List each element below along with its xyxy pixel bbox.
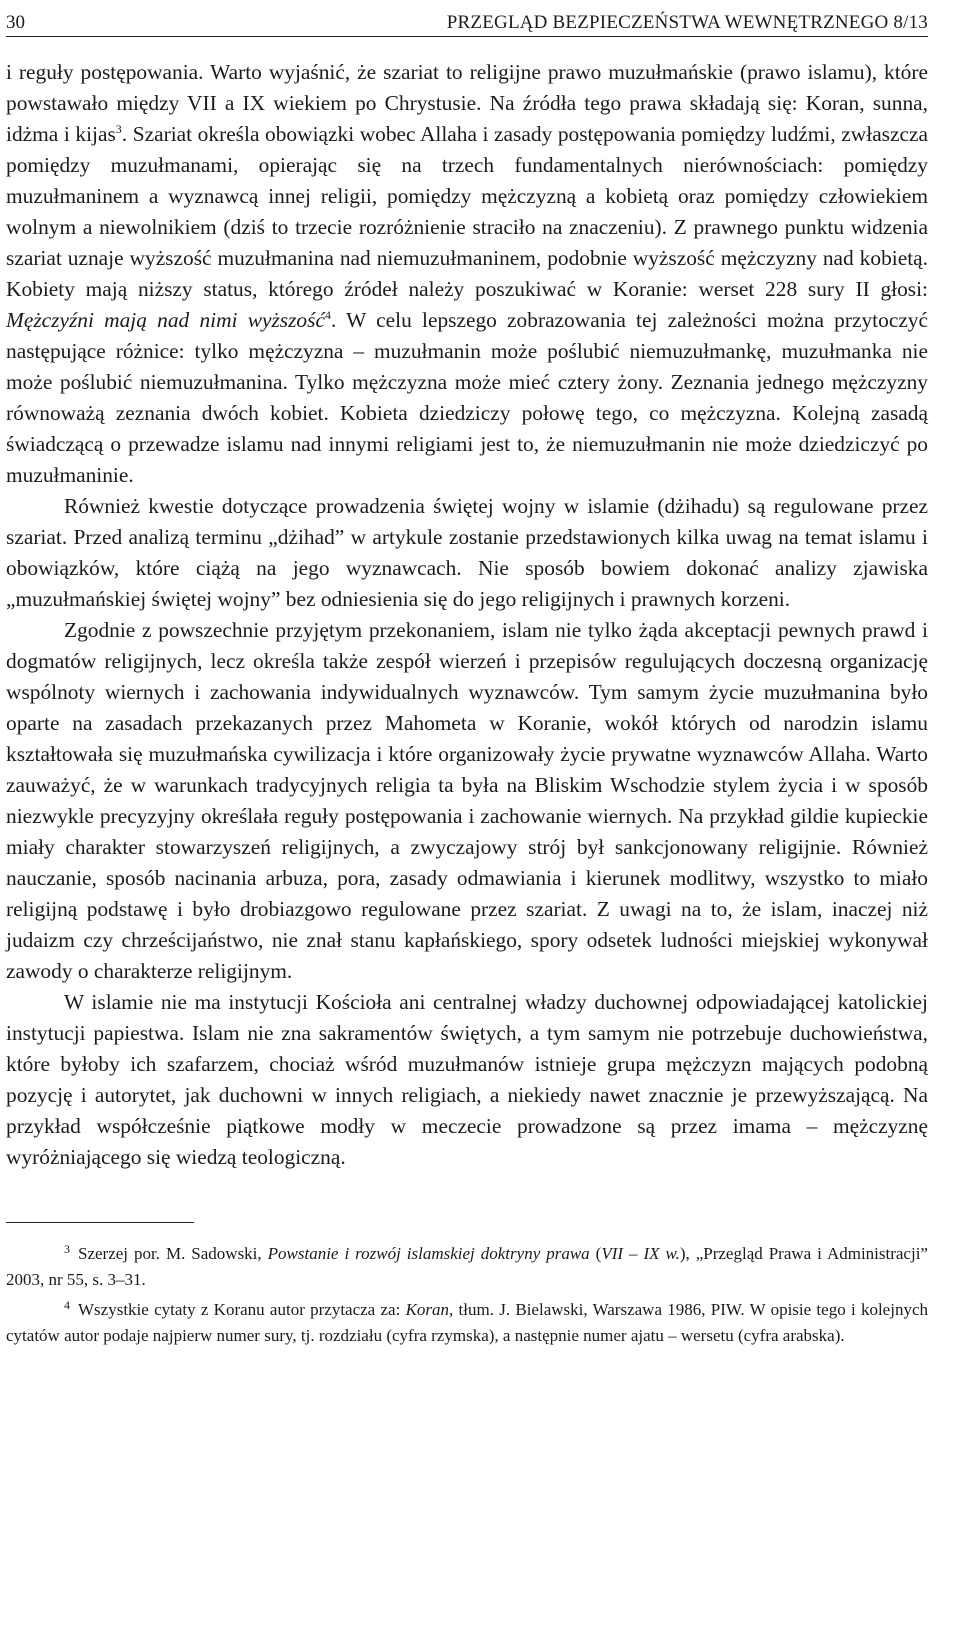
paragraph-text: i reguły postępowania. Warto wyjaśnić, że szariat to religijne prawo muzułmańskie (prawo islamu), które powstawało między VII a IX wiekiem po Chrystusie. Na źródła tego prawa składają się: Koran, sunna, idżma i kijas (6, 60, 928, 146)
footnote-title: Powstanie i rozwój islamskiej doktryny prawa (267, 1244, 590, 1263)
paragraph-2: Również kwestie dotyczące prowadzenia świętej wojny w islamie (dżihadu) są regulowane przez szariat. Przed analizą terminu „dżihad” w artykule zostanie przedstawionych kilka uwag na temat islamu i obowiązków, które ciążą na jego wyznawcach. Nie sposób bowiem dokonać analizy zjawiska „muzułmańskiej świętej wojny” bez odniesienia się do jego religijnych i prawnych korzeni. (6, 494, 928, 611)
footnote-text: Wszystkie cytaty z Koranu autor przytacza za: (78, 1300, 406, 1319)
paragraph-4: W islamie nie ma instytucji Kościoła ani centralnej władzy duchownej odpowiadającej katolickiej instytucji papiestwa. Islam nie zna sakramentów świętych, a tym samym nie potrzebuje duchowieństwa, które byłoby ich szafarzem, chociaż wśród muzułmanów istnieje grupa mężczyzn mających podobną pozycję i autorytet, jak duchowni w innych religiach, a niekiedy nawet znacznie je przewyższającą. Na przykład współcześnie piątkowe modły w meczecie prowadzone są przez imama – mężczyznę wyróżniającego się wiedzą teologiczną. (6, 990, 928, 1169)
koran-quote: Mężczyźni mają nad nimi wyższość (6, 308, 325, 332)
page-number: 30 (6, 12, 25, 33)
footnote-3: 3 Szerzej por. M. Sadowski, Powstanie i rozwój islamskiej doktryny prawa (VII – IX w.), „Przegląd Prawa i Administracji” 2003, nr 55, s. 3–31. (6, 1242, 928, 1289)
footnotes (6, 1241, 928, 1349)
paragraph-text: . W celu lepszego zobrazowania tej zależności można przytoczyć następujące różnice: tylko mężczyzna – muzułmanin może poślubić niemuzułmankę, muzułmanka nie może poślubić niemuzułmanina. Tylko mężczyzna może mieć cztery żony. Zeznania jednego mężczyzny równoważą zeznania dwóch kobiet. Kobieta dziedziczy połowę tego, co mężczyzna. Kolejną zasadą świadczącą o przewadze islamu nad innymi religiami jest to, że niemuzułmanin nie może dziedziczyć po muzułmaninie. (6, 308, 928, 487)
running-title: PRZEGLĄD BEZPIECZEŃSTWA WEWNĘTRZNEGO 8/13 (446, 12, 928, 33)
footnote-text: tłum. J. Bielawski, Warszawa 1986, PIW. W opisie tego i kolejnych cytatów autor podaje najpierw numer sury, tj. rozdziału (cyfra rzymska), a następnie numer ajatu – wersetu (cyfra arabska). (6, 1300, 928, 1345)
footnote-divider (6, 1222, 194, 1223)
body-text (6, 57, 928, 1173)
footnote-ref-3[interactable]: 3 (115, 122, 122, 136)
footnote-title: Koran, (405, 1300, 454, 1319)
footnote-text: ), „Przegląd Prawa i Administracji” 2003, nr 55, s. 3–31. (6, 1244, 928, 1289)
footnote-text: Szerzej por. M. Sadowski, (78, 1244, 268, 1263)
paragraph-3: Zgodnie z powszechnie przyjętym przekonaniem, islam nie tylko żąda akceptacji pewnych prawd i dogmatów religijnych, lecz określa także zespół wierzeń i przepisów regulujących doczesną organizację wspólnoty wiernych i zachowania indywidualnych wyznawców. Tym samym życie muzułmanina było oparte na zasadach przekazanych przez Mahometa w Koranie, wokół których od narodzin islamu kształtowała się muzułmańska cywilizacja i które organizowały życie prywatne wyznawców Allaha. Warto zauważyć, że w warunkach tradycyjnych religia ta była na Bliskim Wschodzie stylem życia i w sposób niezwykle precyzyjny określała reguły postępowania i zachowanie wiernych. Na przykład gildie kupieckie miały charakter stowarzyszeń religijnych, a zwyczajowy strój był sankcjonowany religijnie. Również nauczanie, sposób nacinania arbuza, pora, zasady odmawiania i kierunek modlitwy, wszystko to miało religijną podstawę i było drobiazgowo regulowane przez szariat. Z uwagi na to, że islam, inaczej niż judaizm czy chrześcijaństwo, nie znał stanu kapłańskiego, spory odsetek ludności miejskiej wykonywał zawody o charakterze religijnym. (6, 618, 928, 983)
paragraph-text: . Szariat określa obowiązki wobec Allaha i zasady postępowania pomiędzy ludźmi, zwłaszcza pomiędzy muzułmanami, opierając się na trzech fundamentalnych nierównościach: pomiędzy muzułmaninem a wyznawcą innej religii, pomiędzy mężczyzną a kobietą oraz pomiędzy człowiekiem wolnym a niewolnikiem (dziś to trzecie rozróżnienie straciło na znaczeniu). Z prawnego punktu widzenia szariat uznaje wyższość muzułmanina nad niemuzułmaninem, podobnie wyższość mężczyzny nad kobietą. Kobiety mają niższy status, którego źródeł należy poszukiwać w Koranie: werset 228 sury II głosi: (6, 122, 928, 301)
running-header (6, 0, 928, 37)
footnote-ref-4[interactable]: 4 (324, 308, 331, 322)
paragraph-1 (6, 57, 928, 491)
footnote-period: VII – IX w. (601, 1244, 680, 1263)
footnote-text: ( (589, 1244, 602, 1263)
footnote-4: 4 Wszystkie cytaty z Koranu autor przytacza za: Koran, tłum. J. Bielawski, Warszawa 1986, PIW. W opisie tego i kolejnych cytatów autor podaje najpierw numer sury, tj. rozdziału (cyfra rzymska), a następnie numer ajatu – wersetu (cyfra arabska). (6, 1298, 928, 1345)
